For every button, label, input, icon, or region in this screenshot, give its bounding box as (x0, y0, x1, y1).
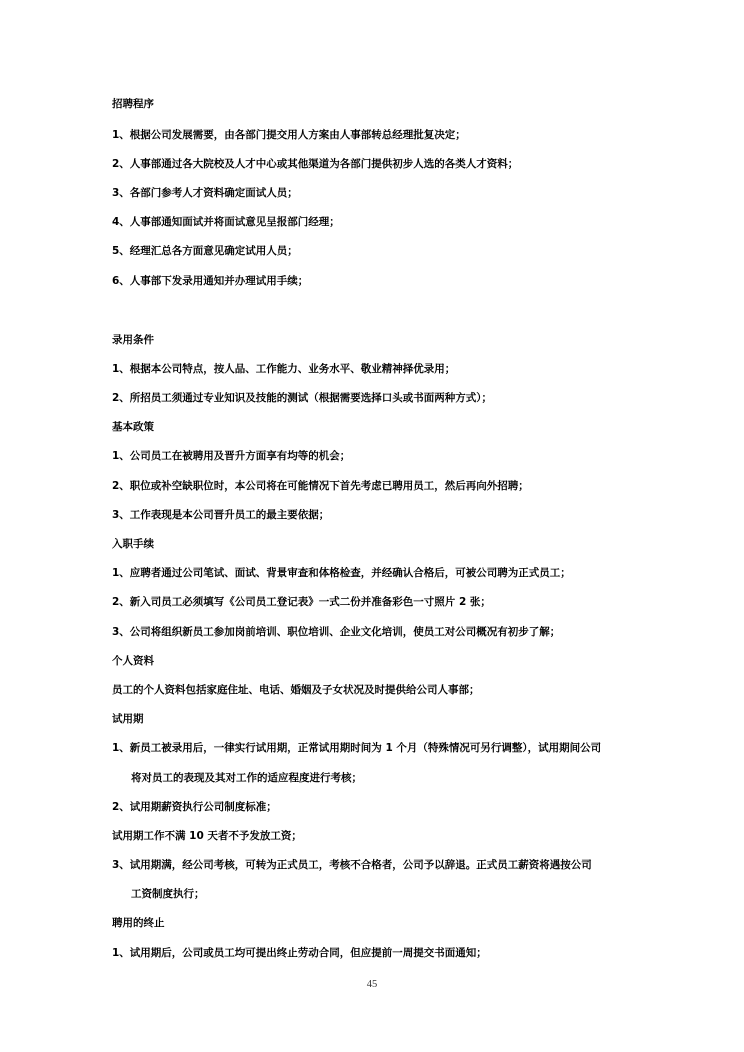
paragraph-line: 2、新入司员工必须填写《公司员工登记表》一式二份并准备彩色一寸照片 2 张； (112, 596, 491, 608)
page-number: 45 (366, 979, 378, 990)
section-heading-basic-policy: 基本政策 (112, 421, 154, 433)
section-heading-recruitment-procedure: 招聘程序 (112, 98, 154, 110)
paragraph-line: 2、职位或补空缺职位时，本公司将在可能情况下首先考虑已聘用员工，然后再向外招聘； (112, 480, 529, 492)
paragraph-line-continued: 工资制度执行； (131, 888, 205, 900)
paragraph-line: 1、应聘者通过公司笔试、面试、背景审查和体格检查，并经确认合格后，可被公司聘为正式员工； (112, 567, 571, 579)
paragraph-line: 员工的个人资料包括家庭住址、电话、婚姻及子女状况及时提供给公司人事部； (112, 684, 480, 696)
paragraph-line: 6、人事部下发录用通知并办理试用手续； (112, 275, 309, 287)
paragraph-line: 4、人事部通知面试并将面试意见呈报部门经理； (112, 216, 340, 228)
paragraph-line: 试用期工作不满 10 天者不予发放工资； (112, 830, 302, 842)
section-heading-probation: 试用期 (112, 713, 144, 725)
paragraph-line: 1、试用期后，公司或员工均可提出终止劳动合同，但应提前一周提交书面通知； (112, 947, 487, 959)
paragraph-line: 5、经理汇总各方面意见确定试用人员； (112, 245, 298, 257)
paragraph-line-continued: 将对员工的表现及其对工作的适应程度进行考核； (131, 772, 362, 784)
paragraph-line: 3、公司将组织新员工参加岗前培训、职位培训、企业文化培训，使员工对公司概况有初步了解； (112, 626, 561, 638)
paragraph-line: 1、公司员工在被聘用及晋升方面享有均等的机会； (112, 450, 351, 462)
paragraph-line: 2、人事部通过各大院校及人才中心或其他渠道为各部门提供初步人选的各类人才资料； (112, 158, 519, 170)
section-heading-termination: 聘用的终止 (112, 917, 165, 929)
section-heading-hiring-conditions: 录用条件 (112, 334, 154, 346)
paragraph-line: 1、新员工被录用后，一律实行试用期，正常试用期时间为 1 个月（特殊情况可另行调整），试用期间公司 (112, 742, 602, 754)
paragraph-line: 3、试用期满，经公司考核，可转为正式员工，考核不合格者，公司予以辞退。正式员工薪资将遇按公司 (112, 859, 592, 871)
paragraph-line: 2、试用期薪资执行公司制度标准； (112, 801, 277, 813)
paragraph-line: 1、根据本公司特点，按人品、工作能力、业务水平、敬业精神择优录用； (112, 363, 456, 375)
section-heading-onboarding: 入职手续 (112, 538, 154, 550)
paragraph-line: 3、工作表现是本公司晋升员工的最主要依据； (112, 509, 330, 521)
paragraph-line: 2、所招员工须通过专业知识及技能的测试（根据需要选择口头或书面两种方式）； (112, 392, 493, 404)
paragraph-line: 3、各部门参考人才资料确定面试人员； (112, 187, 298, 199)
paragraph-line: 1、根据公司发展需要，由各部门提交用人方案由人事部转总经理批复决定； (112, 129, 466, 141)
section-heading-personal-info: 个人资料 (112, 655, 154, 667)
